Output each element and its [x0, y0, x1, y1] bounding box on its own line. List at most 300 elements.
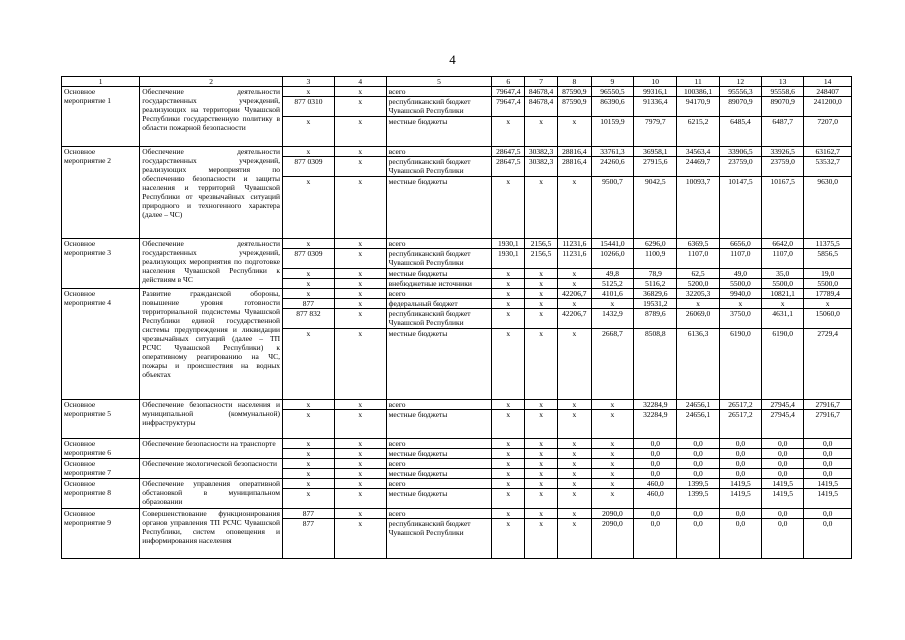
amount-cell: 15441,0	[591, 239, 633, 249]
amount-cell: 1419,5	[719, 489, 761, 509]
amount-cell: x	[557, 459, 591, 469]
amount-cell: 8508,8	[634, 329, 677, 400]
amount-cell: 24260,6	[591, 157, 633, 177]
amount-cell: 7207,0	[804, 117, 852, 147]
amount-cell: x	[591, 439, 633, 449]
amount-cell: x	[525, 459, 558, 469]
activity-description: Обеспечение деятельности государственных учреждений, реализующих мероприятия по подготовке населения Чувашской Республики к действиям в ЧС	[140, 239, 283, 289]
amount-cell: x	[762, 299, 804, 309]
column-number-row	[62, 77, 852, 87]
amount-cell: 6190,0	[762, 329, 804, 400]
grbs-code-cell: 877 832	[283, 309, 335, 329]
funding-source-cell: республиканский бюджет Чувашской Республики	[386, 97, 492, 117]
rzpr-code-cell: x	[334, 439, 386, 449]
amount-cell: 1107,0	[762, 249, 804, 269]
amount-cell: 0,0	[762, 459, 804, 469]
activity-name: Основное мероприятие 6	[62, 439, 140, 459]
amount-cell: 1399,5	[677, 489, 719, 509]
amount-cell: 26517,2	[719, 410, 761, 439]
amount-cell: 1107,0	[719, 249, 761, 269]
amount-cell: 42206,7	[557, 289, 591, 299]
column-number: 3	[283, 77, 335, 87]
amount-cell: x	[492, 509, 525, 519]
amount-cell: 0,0	[719, 469, 761, 479]
amount-cell: 0,0	[762, 469, 804, 479]
amount-cell: x	[492, 519, 525, 559]
funding-source-cell: местные бюджеты	[386, 469, 492, 479]
grbs-code-cell: 877	[283, 299, 335, 309]
amount-cell: x	[492, 400, 525, 410]
amount-cell: x	[492, 279, 525, 289]
amount-cell: x	[525, 329, 558, 400]
rzpr-code-cell: x	[334, 177, 386, 239]
amount-cell: x	[492, 299, 525, 309]
table-row	[62, 509, 852, 519]
amount-cell: 7979,7	[634, 117, 677, 147]
rzpr-code-cell: x	[334, 117, 386, 147]
amount-cell: 1419,5	[804, 489, 852, 509]
amount-cell: 99316,1	[634, 87, 677, 97]
amount-cell: x	[492, 309, 525, 329]
amount-cell: 0,0	[677, 519, 719, 559]
amount-cell: 241200,0	[804, 97, 852, 117]
funding-source-cell: всего	[386, 289, 492, 299]
grbs-code-cell: x	[283, 279, 335, 289]
amount-cell: x	[525, 400, 558, 410]
amount-cell: 27915,6	[634, 157, 677, 177]
amount-cell: x	[525, 519, 558, 559]
table-row	[62, 400, 852, 410]
amount-cell: 6642,0	[762, 239, 804, 249]
amount-cell: 0,0	[719, 439, 761, 449]
amount-cell: 0,0	[804, 449, 852, 459]
amount-cell: x	[591, 410, 633, 439]
amount-cell: 0,0	[762, 439, 804, 449]
grbs-code-cell: x	[283, 469, 335, 479]
amount-cell: x	[525, 509, 558, 519]
activity-description: Обеспечение деятельности государственных учреждений, реализующих на территории Чувашской Республики государственную политику в области пожарной безопасности	[140, 87, 283, 147]
amount-cell: 0,0	[677, 449, 719, 459]
rzpr-code-cell: x	[334, 269, 386, 279]
funding-source-cell: всего	[386, 147, 492, 157]
budget-table	[61, 76, 852, 559]
column-number: 4	[334, 77, 386, 87]
amount-cell: 28816,4	[557, 147, 591, 157]
amount-cell: x	[591, 489, 633, 509]
amount-cell: 460,0	[634, 489, 677, 509]
amount-cell: 27945,4	[762, 400, 804, 410]
amount-cell: x	[557, 519, 591, 559]
amount-cell: 1100,9	[634, 249, 677, 269]
amount-cell: x	[557, 489, 591, 509]
activity-description: Совершенствование функционирования органов управления ТП РСЧС Чувашской Республики, систем оповещения и информирования населения	[140, 509, 283, 559]
amount-cell: x	[804, 299, 852, 309]
amount-cell: 30382,3	[525, 147, 558, 157]
activity-name: Основное мероприятие 1	[62, 87, 140, 147]
amount-cell: x	[525, 469, 558, 479]
amount-cell: 53532,7	[804, 157, 852, 177]
amount-cell: 91336,4	[634, 97, 677, 117]
amount-cell: x	[557, 509, 591, 519]
amount-cell: 86390,6	[591, 97, 633, 117]
amount-cell: 89070,9	[719, 97, 761, 117]
amount-cell: 0,0	[762, 509, 804, 519]
amount-cell: 63162,7	[804, 147, 852, 157]
activity-description: Обеспечение безопасности на транспорте	[140, 439, 283, 459]
amount-cell: 10266,0	[591, 249, 633, 269]
column-number: 12	[719, 77, 761, 87]
table-row	[62, 87, 852, 97]
rzpr-code-cell: x	[334, 87, 386, 97]
funding-source-cell: местные бюджеты	[386, 269, 492, 279]
rzpr-code-cell: x	[334, 309, 386, 329]
grbs-code-cell: x	[283, 147, 335, 157]
amount-cell: 96550,5	[591, 87, 633, 97]
amount-cell: 11231,6	[557, 249, 591, 269]
column-number: 7	[525, 77, 558, 87]
funding-source-cell: местные бюджеты	[386, 489, 492, 509]
funding-source-cell: внебюджетные источники	[386, 279, 492, 289]
amount-cell: 78,9	[634, 269, 677, 279]
amount-cell: 5856,5	[804, 249, 852, 269]
amount-cell: x	[719, 299, 761, 309]
amount-cell: x	[557, 479, 591, 489]
activity-description: Обеспечение экологической безопасности	[140, 459, 283, 479]
amount-cell: x	[525, 309, 558, 329]
page-number: 4	[449, 52, 456, 67]
column-number: 2	[140, 77, 283, 87]
amount-cell: 10159,9	[591, 117, 633, 147]
grbs-code-cell: x	[283, 410, 335, 439]
column-number: 6	[492, 77, 525, 87]
amount-cell: 1419,5	[762, 479, 804, 489]
amount-cell: 6215,2	[677, 117, 719, 147]
funding-source-cell: всего	[386, 239, 492, 249]
amount-cell: 27945,4	[762, 410, 804, 439]
activity-name: Основное мероприятие 8	[62, 479, 140, 509]
table-row	[62, 459, 852, 469]
table-row	[62, 289, 852, 299]
amount-cell: x	[525, 489, 558, 509]
amount-cell: x	[557, 329, 591, 400]
amount-cell: 1107,0	[677, 249, 719, 269]
amount-cell: 4101,6	[591, 289, 633, 299]
amount-cell: 36958,1	[634, 147, 677, 157]
column-number: 14	[804, 77, 852, 87]
column-number: 8	[557, 77, 591, 87]
amount-cell: 62,5	[677, 269, 719, 279]
amount-cell: 84678,4	[525, 87, 558, 97]
funding-source-cell: всего	[386, 509, 492, 519]
amount-cell: 1419,5	[719, 479, 761, 489]
table-row	[62, 239, 852, 249]
rzpr-code-cell: x	[334, 97, 386, 117]
amount-cell: x	[492, 489, 525, 509]
grbs-code-cell: x	[283, 400, 335, 410]
amount-cell: 0,0	[634, 439, 677, 449]
funding-source-cell: местные бюджеты	[386, 329, 492, 400]
amount-cell: 28816,4	[557, 157, 591, 177]
amount-cell: 33906,5	[719, 147, 761, 157]
amount-cell: 0,0	[719, 519, 761, 559]
amount-cell: 1419,5	[804, 479, 852, 489]
amount-cell: 0,0	[804, 459, 852, 469]
amount-cell: 1432,9	[591, 309, 633, 329]
amount-cell: 2090,0	[591, 509, 633, 519]
funding-source-cell: федеральный бюджет	[386, 299, 492, 309]
table-row	[62, 147, 852, 157]
amount-cell: 0,0	[677, 439, 719, 449]
amount-cell: x	[525, 289, 558, 299]
amount-cell: 5200,0	[677, 279, 719, 289]
grbs-code-cell: x	[283, 117, 335, 147]
amount-cell: x	[591, 459, 633, 469]
grbs-code-cell: x	[283, 269, 335, 279]
activity-description: Развитие гражданской обороны, повышение уровня готовности территориальной подсистемы Чувашской Республики единой государственной системы предупреждения и ликвидации чрезвычайных ситуаций (далее – ТП РСЧС Чувашской Республики) к оперативному реагированию на ЧС, пожары и происшествия на водных объектах	[140, 289, 283, 400]
amount-cell: 33761,3	[591, 147, 633, 157]
grbs-code-cell: 877 0310	[283, 97, 335, 117]
amount-cell: 0,0	[804, 439, 852, 449]
amount-cell: x	[591, 469, 633, 479]
table-row	[62, 439, 852, 449]
amount-cell: 27916,7	[804, 400, 852, 410]
amount-cell: x	[525, 410, 558, 439]
amount-cell: 28647,5	[492, 147, 525, 157]
amount-cell: 10147,5	[719, 177, 761, 239]
grbs-code-cell: x	[283, 177, 335, 239]
amount-cell: 2729,4	[804, 329, 852, 400]
amount-cell: 0,0	[804, 509, 852, 519]
column-number: 5	[386, 77, 492, 87]
amount-cell: x	[525, 117, 558, 147]
amount-cell: 1419,5	[762, 489, 804, 509]
column-number: 13	[762, 77, 804, 87]
amount-cell: x	[557, 269, 591, 279]
activity-description: Обеспечение управления оперативной обстановкой в муниципальном образовании	[140, 479, 283, 509]
amount-cell: 19,0	[804, 269, 852, 279]
amount-cell: 5500,0	[762, 279, 804, 289]
amount-cell: 11231,6	[557, 239, 591, 249]
rzpr-code-cell: x	[334, 289, 386, 299]
amount-cell: 0,0	[634, 469, 677, 479]
amount-cell: 33926,5	[762, 147, 804, 157]
amount-cell: 3750,0	[719, 309, 761, 329]
amount-cell: x	[557, 410, 591, 439]
activity-name: Основное мероприятие 7	[62, 459, 140, 479]
amount-cell: x	[492, 449, 525, 459]
amount-cell: 36829,6	[634, 289, 677, 299]
activity-name: Основное мероприятие 3	[62, 239, 140, 289]
amount-cell: 32284,9	[634, 400, 677, 410]
amount-cell: 10821,1	[762, 289, 804, 299]
amount-cell: 8789,6	[634, 309, 677, 329]
amount-cell: x	[525, 177, 558, 239]
grbs-code-cell: x	[283, 489, 335, 509]
amount-cell: 0,0	[677, 509, 719, 519]
amount-cell: x	[591, 449, 633, 459]
amount-cell: x	[591, 479, 633, 489]
amount-cell: 9630,0	[804, 177, 852, 239]
amount-cell: 6656,0	[719, 239, 761, 249]
funding-source-cell: всего	[386, 87, 492, 97]
amount-cell: 27916,7	[804, 410, 852, 439]
amount-cell: 30382,3	[525, 157, 558, 177]
activity-name: Основное мероприятие 2	[62, 147, 140, 239]
rzpr-code-cell: x	[334, 299, 386, 309]
amount-cell: 95558,6	[762, 87, 804, 97]
amount-cell: 0,0	[677, 469, 719, 479]
amount-cell: x	[492, 177, 525, 239]
amount-cell: 26069,0	[677, 309, 719, 329]
amount-cell: x	[557, 299, 591, 309]
funding-source-cell: местные бюджеты	[386, 410, 492, 439]
grbs-code-cell: x	[283, 87, 335, 97]
amount-cell: x	[525, 279, 558, 289]
funding-source-cell: местные бюджеты	[386, 177, 492, 239]
amount-cell: 9940,0	[719, 289, 761, 299]
amount-cell: x	[492, 459, 525, 469]
amount-cell: x	[492, 117, 525, 147]
amount-cell: 0,0	[762, 449, 804, 459]
rzpr-code-cell: x	[334, 157, 386, 177]
grbs-code-cell: x	[283, 439, 335, 449]
amount-cell: 6485,4	[719, 117, 761, 147]
amount-cell: 34563,4	[677, 147, 719, 157]
activity-description: Обеспечение деятельности государственных учреждений, реализующих мероприятия по обеспечению безопасности и защиты населения и территорий Чувашской Республики от чрезвычайных ситуаций природного и техногенного характера (далее – ЧС)	[140, 147, 283, 239]
funding-source-cell: республиканский бюджет Чувашской Республики	[386, 519, 492, 559]
activity-name: Основное мероприятие 4	[62, 289, 140, 400]
amount-cell: 15060,0	[804, 309, 852, 329]
amount-cell: 0,0	[634, 449, 677, 459]
amount-cell: 10093,7	[677, 177, 719, 239]
grbs-code-cell: x	[283, 239, 335, 249]
grbs-code-cell: 877 0309	[283, 249, 335, 269]
amount-cell: 0,0	[634, 519, 677, 559]
amount-cell: 28647,5	[492, 157, 525, 177]
funding-source-cell: местные бюджеты	[386, 117, 492, 147]
amount-cell: x	[492, 439, 525, 449]
amount-cell: x	[591, 400, 633, 410]
amount-cell: 6369,5	[677, 239, 719, 249]
rzpr-code-cell: x	[334, 449, 386, 459]
funding-source-cell: всего	[386, 459, 492, 469]
rzpr-code-cell: x	[334, 400, 386, 410]
funding-source-cell: всего	[386, 400, 492, 410]
amount-cell: x	[557, 449, 591, 459]
amount-cell: 24656,1	[677, 400, 719, 410]
amount-cell: 26517,2	[719, 400, 761, 410]
grbs-code-cell: 877	[283, 509, 335, 519]
column-number: 9	[591, 77, 633, 87]
column-number: 10	[634, 77, 677, 87]
amount-cell: 17789,4	[804, 289, 852, 299]
amount-cell: x	[492, 469, 525, 479]
amount-cell: 2156,5	[525, 239, 558, 249]
rzpr-code-cell: x	[334, 410, 386, 439]
funding-source-cell: республиканский бюджет Чувашской Республики	[386, 309, 492, 329]
grbs-code-cell: x	[283, 459, 335, 469]
amount-cell: 5500,0	[719, 279, 761, 289]
amount-cell: x	[525, 299, 558, 309]
table-row	[62, 479, 852, 489]
amount-cell: x	[492, 269, 525, 279]
amount-cell: 95556,3	[719, 87, 761, 97]
amount-cell: 24656,1	[677, 410, 719, 439]
amount-cell: 0,0	[634, 459, 677, 469]
amount-cell: 6296,0	[634, 239, 677, 249]
amount-cell: 0,0	[804, 469, 852, 479]
funding-source-cell: республиканский бюджет Чувашской Республики	[386, 157, 492, 177]
rzpr-code-cell: x	[334, 147, 386, 157]
funding-source-cell: всего	[386, 479, 492, 489]
amount-cell: 49,0	[719, 269, 761, 279]
amount-cell: x	[677, 299, 719, 309]
grbs-code-cell: x	[283, 449, 335, 459]
amount-cell: 89070,9	[762, 97, 804, 117]
amount-cell: x	[525, 439, 558, 449]
rzpr-code-cell: x	[334, 279, 386, 289]
amount-cell: 0,0	[677, 459, 719, 469]
funding-source-cell: местные бюджеты	[386, 449, 492, 459]
grbs-code-cell: 877	[283, 519, 335, 559]
rzpr-code-cell: x	[334, 519, 386, 559]
amount-cell: 100386,1	[677, 87, 719, 97]
activity-description: Обеспечение безопасности населения и муниципальной (коммунальной) инфраструктуры	[140, 400, 283, 439]
activity-name: Основное мероприятие 9	[62, 509, 140, 559]
amount-cell: 42206,7	[557, 309, 591, 329]
amount-cell: 2156,5	[525, 249, 558, 269]
amount-cell: x	[557, 439, 591, 449]
amount-cell: 0,0	[762, 519, 804, 559]
amount-cell: x	[492, 289, 525, 299]
grbs-code-cell: x	[283, 479, 335, 489]
amount-cell: 1930,1	[492, 249, 525, 269]
amount-cell: 19531,2	[634, 299, 677, 309]
amount-cell: 0,0	[719, 449, 761, 459]
amount-cell: 84678,4	[525, 97, 558, 117]
amount-cell: x	[492, 410, 525, 439]
rzpr-code-cell: x	[334, 239, 386, 249]
amount-cell: 87590,9	[557, 87, 591, 97]
amount-cell: 248407	[804, 87, 852, 97]
amount-cell: 23759,0	[719, 157, 761, 177]
grbs-code-cell: x	[283, 329, 335, 400]
column-number: 1	[62, 77, 140, 87]
amount-cell: 9042,5	[634, 177, 677, 239]
rzpr-code-cell: x	[334, 459, 386, 469]
amount-cell: 6190,0	[719, 329, 761, 400]
amount-cell: x	[525, 269, 558, 279]
grbs-code-cell: 877 0309	[283, 157, 335, 177]
rzpr-code-cell: x	[334, 489, 386, 509]
column-number: 11	[677, 77, 719, 87]
amount-cell: x	[492, 329, 525, 400]
amount-cell: 1930,1	[492, 239, 525, 249]
amount-cell: x	[557, 177, 591, 239]
amount-cell: 0,0	[719, 509, 761, 519]
amount-cell: 5125,2	[591, 279, 633, 289]
amount-cell: 4631,1	[762, 309, 804, 329]
amount-cell: 10167,5	[762, 177, 804, 239]
amount-cell: 1399,5	[677, 479, 719, 489]
amount-cell: x	[557, 117, 591, 147]
rzpr-code-cell: x	[334, 249, 386, 269]
amount-cell: x	[525, 449, 558, 459]
amount-cell: 5116,2	[634, 279, 677, 289]
amount-cell: 0,0	[804, 519, 852, 559]
rzpr-code-cell: x	[334, 509, 386, 519]
amount-cell: 35,0	[762, 269, 804, 279]
